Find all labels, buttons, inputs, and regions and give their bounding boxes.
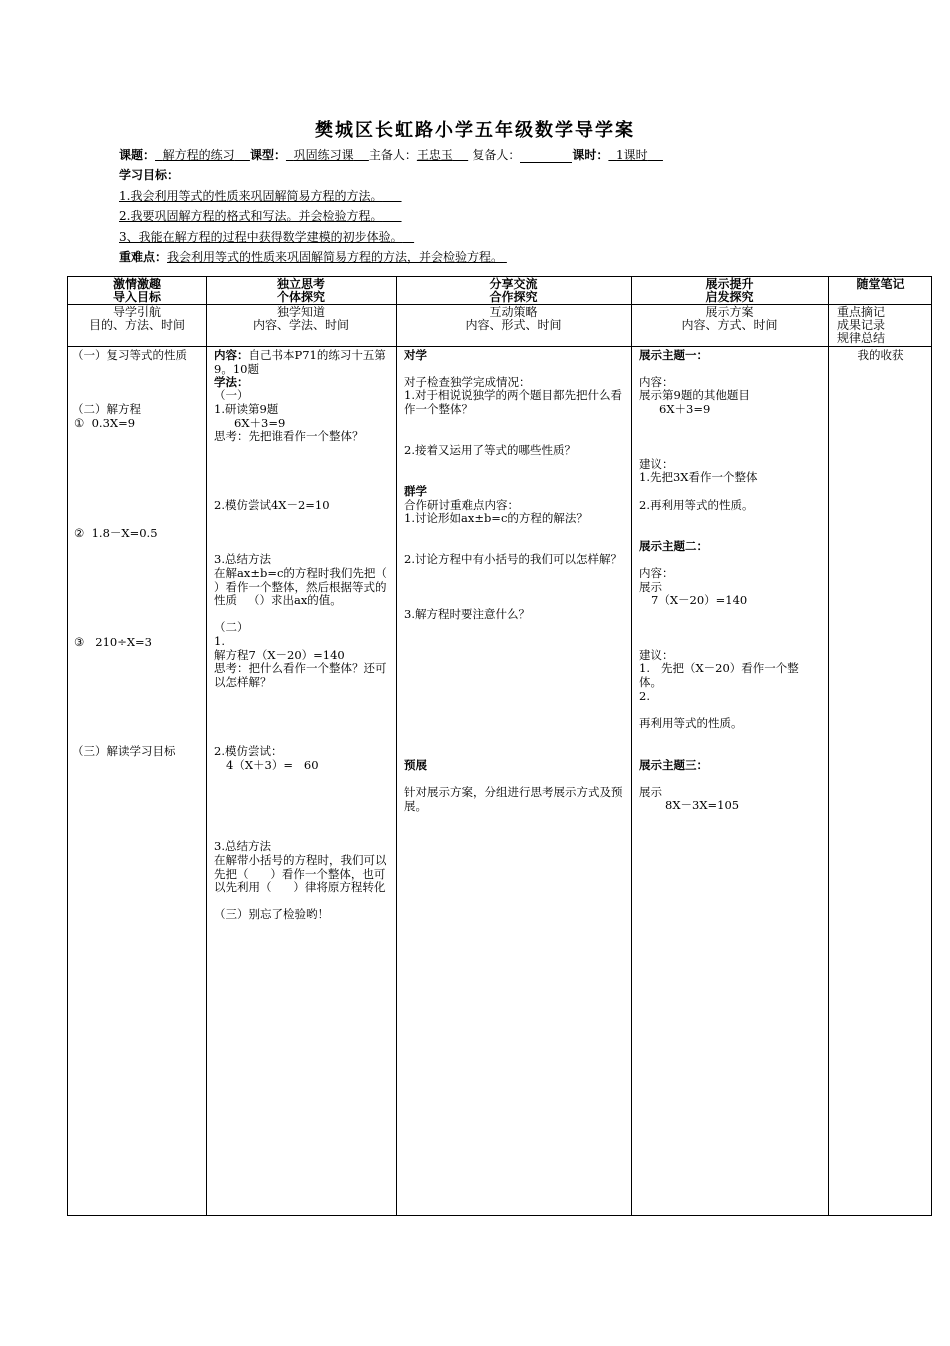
col2-method-label: 学法： <box>214 375 249 389</box>
col2-step: （三）别忘了检验哟！ <box>214 907 329 921</box>
topic-label: 课题： <box>119 148 156 162</box>
col2-step: 2.模仿尝试4X－2=10 <box>214 498 330 512</box>
objective-item: 3、我能在解方程的过程中获得数学建模的初步体验。 <box>119 230 403 244</box>
col1-section-goals: （三）解读学习目标 <box>72 744 176 758</box>
col3-item: 3.解方程时要注意什么？ <box>404 607 530 621</box>
reviewer-label: 复备人： <box>472 148 521 162</box>
col2-step: 1.研读第9题 <box>214 402 279 416</box>
topic-value: 解方程的练习 <box>162 148 235 162</box>
col3-item: 2.接着又运用了等式的哪些性质？ <box>404 443 576 457</box>
col2-step: 1. <box>214 634 225 648</box>
col2-step: 3.总结方法 <box>214 839 271 853</box>
col3-item: 1.讨论形如ax±b=c的方程的解法？ <box>404 511 588 525</box>
col4-theme-1: 展示主题一： <box>639 348 708 362</box>
col4-item: 建议： <box>639 648 674 662</box>
type-label: 课型： <box>249 148 286 162</box>
col4-item: 建议： <box>639 457 674 471</box>
col4-item: 展示 <box>639 580 662 594</box>
key-value: 我会利用等式的性质来巩固解简易方程的方法，并会检验方程。 <box>167 250 504 264</box>
col4-item: 1. 先把（X－20）看作一个整体。 <box>639 661 799 689</box>
meta-line <box>119 147 663 163</box>
hours-value: 1课时 <box>616 148 648 162</box>
col2-step: 6X＋3=9 <box>234 416 286 430</box>
col2-step: 在解带小括号的方程时，我们可以先把（ ）看作一个整体，也可以先利用（ ）律将原方程转化 <box>214 853 387 894</box>
col3-item: 对子检查独学完成情况： <box>404 375 531 389</box>
subheader-col-3: 互动策略 内容、形式、时间 <box>465 305 562 332</box>
header-col-3: 分享交流 合作探究 <box>489 277 538 304</box>
col1-section-solve: （二）解方程 <box>72 402 141 416</box>
col4-item: 1.先把3X看作一个整体 <box>639 470 758 484</box>
col4-item: 再利用等式的性质。 <box>639 716 743 730</box>
header-col-2: 独立思考 个体探究 <box>276 277 325 304</box>
col4-theme-2: 展示主题二： <box>639 539 708 553</box>
col4-item: 内容： <box>639 375 674 389</box>
col2-content: 内容：自己书本P71的练习十五第9。10题 <box>214 348 386 376</box>
col4-item: 展示 <box>639 785 662 799</box>
col2-step: 思考：先把谁看作一个整体？ <box>214 429 364 443</box>
key-label: 重难点： <box>119 250 168 264</box>
col4-item: 8X－3X=105 <box>665 798 740 812</box>
col4-theme-3: 展示主题三： <box>639 758 708 772</box>
col2-step: 思考：把什么看作一个整体？还可以怎样解？ <box>214 661 387 689</box>
col2-step: 解方程7（X－20）=140 <box>214 648 345 662</box>
objective-item: 1.我会利用等式的性质来巩固解简易方程的方法。 <box>119 189 383 203</box>
header-col-4: 展示提升 启发探究 <box>705 277 754 304</box>
col4-item: 6X＋3=9 <box>659 402 711 416</box>
col2-step: 3.总结方法 <box>214 552 271 566</box>
col4-item: 2. <box>639 689 650 703</box>
preparer-value: 王忠玉 <box>416 148 453 162</box>
header-col-5: 随堂笔记 <box>856 277 905 291</box>
hours-label: 课时： <box>572 148 609 162</box>
subheader-col-5: 重点摘记 成果记录 规律总结 <box>837 305 886 345</box>
col3-preview-label: 预展 <box>404 758 427 772</box>
col4-item: 7（X－20）=140 <box>651 593 748 607</box>
reviewer-value <box>520 149 572 163</box>
document-title: 樊城区长虹路小学五年级数学导学案 <box>315 120 635 141</box>
col4-item: 展示第9题的其他题目 <box>639 388 750 402</box>
col1-equation-3: ③ 210÷X=3 <box>74 635 153 649</box>
col1-equation-1: ① 0.3X=9 <box>74 416 136 430</box>
preparer-label: 主备人： <box>368 148 417 162</box>
lesson-table <box>67 276 932 1216</box>
objectives-label: 学习目标： <box>119 168 180 182</box>
subheader-col-1: 导学引航 目的、方法、时间 <box>88 305 185 332</box>
col3-item: 合作研讨重难点内容： <box>404 498 519 512</box>
col2-step: 4（X＋3）= 60 <box>226 758 319 772</box>
col3-pair-label: 对学 <box>404 348 427 362</box>
col2-step: （二） <box>214 620 249 634</box>
objective-item: 2.我要巩固解方程的格式和写法。并会检验方程。 <box>119 209 383 223</box>
col3-group-label: 群学 <box>404 484 427 498</box>
type-value: 巩固练习课 <box>293 148 354 162</box>
key-points <box>119 249 507 265</box>
col3-item: 针对展示方案，分组进行思考展示方式及预展。 <box>404 785 623 813</box>
col2-step: 在解ax±b=c的方程时我们先把（ ）看作一个整体，然后根据等式的性质 （）求出ax的值。 <box>214 566 409 607</box>
col2-step: （一） <box>214 388 249 402</box>
col5-harvest: 我的收获 <box>857 348 904 362</box>
col4-item: 内容： <box>639 566 674 580</box>
col2-step: 2.模仿尝试： <box>214 744 283 758</box>
col1-equation-2: ② 1.8－X=0.5 <box>74 526 158 540</box>
subheader-col-4: 展示方案 内容、方式、时间 <box>681 305 778 332</box>
subheader-col-2: 独学知道 内容、学法、时间 <box>252 305 349 332</box>
col3-item: 1.对于相说说独学的两个题目都先把什么看作一个整体？ <box>404 388 622 416</box>
col4-item: 2.再利用等式的性质。 <box>639 498 754 512</box>
col3-item: 2.讨论方程中有小括号的我们可以怎样解？ <box>404 552 622 566</box>
col1-section-review: （一）复习等式的性质 <box>72 348 187 362</box>
header-col-1: 激情激趣 导入目标 <box>112 277 161 304</box>
